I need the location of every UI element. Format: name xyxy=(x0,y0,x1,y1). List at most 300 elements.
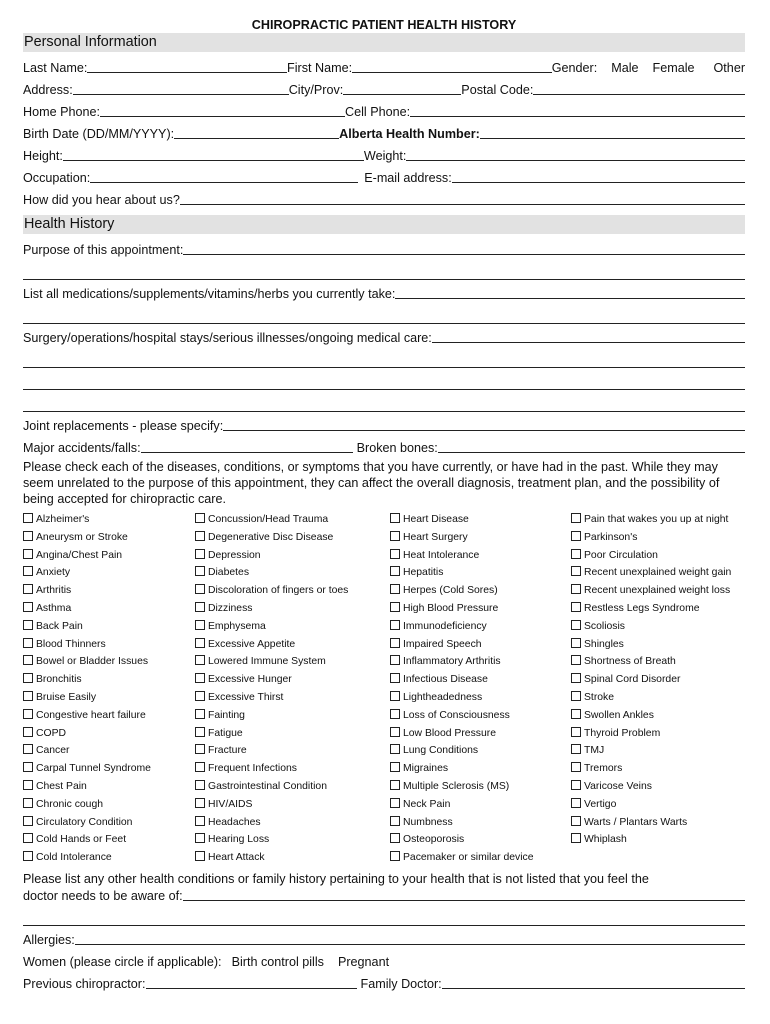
checkbox[interactable] xyxy=(390,744,400,754)
home-phone-label: Home Phone: xyxy=(23,105,101,119)
address-row xyxy=(23,76,745,98)
condition-label: Excessive Hunger xyxy=(208,674,292,686)
condition-checkbox-item[interactable] xyxy=(571,636,745,654)
condition-label: Fatigue xyxy=(208,727,243,739)
checkbox[interactable] xyxy=(23,620,33,630)
health-number-label: Alberta Health Number: xyxy=(339,127,480,141)
condition-label: Degenerative Disc Disease xyxy=(208,531,334,543)
condition-checkbox-item[interactable] xyxy=(390,796,571,814)
checkbox[interactable] xyxy=(571,549,581,559)
condition-checkbox-item[interactable] xyxy=(571,671,745,689)
condition-checkbox-item[interactable] xyxy=(195,742,390,760)
condition-checkbox-item[interactable] xyxy=(390,600,571,618)
condition-label: Angina/Chest Pain xyxy=(36,549,123,561)
condition-checkbox-item[interactable] xyxy=(390,742,571,760)
gender-label: Gender: xyxy=(551,61,598,75)
condition-label: Shingles xyxy=(584,638,624,650)
checkbox[interactable] xyxy=(195,798,205,808)
condition-checkbox-item[interactable] xyxy=(571,742,745,760)
purpose-field[interactable] xyxy=(183,254,745,255)
condition-checkbox-item[interactable] xyxy=(195,849,390,867)
checkbox[interactable] xyxy=(390,566,400,576)
condition-label: Recent unexplained weight loss xyxy=(584,585,731,597)
gender-option-male[interactable]: Male xyxy=(611,61,639,75)
condition-label: Cold Intolerance xyxy=(36,852,112,864)
checkbox[interactable] xyxy=(571,513,581,523)
gender-option-other[interactable]: Other xyxy=(713,61,746,75)
condition-label: Bruise Easily xyxy=(36,691,97,703)
checkbox[interactable] xyxy=(195,833,205,843)
checkbox[interactable] xyxy=(23,655,33,665)
checkbox[interactable] xyxy=(195,638,205,648)
condition-label: Multiple Sclerosis (MS) xyxy=(403,780,510,792)
checkbox[interactable] xyxy=(571,673,581,683)
checkbox[interactable] xyxy=(195,709,205,719)
condition-checkbox-item[interactable] xyxy=(23,814,195,832)
checkbox[interactable] xyxy=(195,566,205,576)
medications-row xyxy=(23,280,745,302)
condition-checkbox-item[interactable] xyxy=(390,760,571,778)
condition-checkbox-item[interactable] xyxy=(195,814,390,832)
condition-label: Migraines xyxy=(403,763,449,775)
height-label: Height: xyxy=(23,149,63,163)
checkbox[interactable] xyxy=(390,780,400,790)
checkbox[interactable] xyxy=(390,513,400,523)
checkbox[interactable] xyxy=(23,727,33,737)
checkbox[interactable] xyxy=(23,833,33,843)
checkbox[interactable] xyxy=(571,762,581,772)
condition-label: Diabetes xyxy=(208,567,250,579)
health-history-heading: Health History xyxy=(23,215,745,234)
email-field[interactable] xyxy=(452,182,745,183)
condition-label: Scoliosis xyxy=(584,620,625,632)
surgery-extra-line[interactable] xyxy=(23,368,745,390)
purpose-row xyxy=(23,236,745,258)
city-field[interactable] xyxy=(343,94,461,95)
condition-checkbox-item[interactable] xyxy=(23,600,195,618)
condition-label: Low Blood Pressure xyxy=(403,727,496,739)
home-phone-field[interactable] xyxy=(100,116,345,117)
checkbox[interactable] xyxy=(23,798,33,808)
checkbox[interactable] xyxy=(195,691,205,701)
condition-label: Heart Attack xyxy=(208,852,265,864)
women-label: Women (please circle if applicable): xyxy=(23,954,222,969)
condition-label: High Blood Pressure xyxy=(403,602,499,614)
checkbox[interactable] xyxy=(195,744,205,754)
occupation-email-row xyxy=(23,164,745,186)
checkbox[interactable] xyxy=(390,709,400,719)
checkbox[interactable] xyxy=(571,744,581,754)
purpose-extra-line[interactable] xyxy=(23,258,745,280)
condition-checkbox-item[interactable] xyxy=(571,511,745,529)
checkbox[interactable] xyxy=(23,780,33,790)
checkbox[interactable] xyxy=(23,584,33,594)
checkbox[interactable] xyxy=(571,709,581,719)
surgery-extra-line[interactable] xyxy=(23,390,745,412)
condition-checkbox-item[interactable] xyxy=(571,547,745,565)
condition-label: Carpal Tunnel Syndrome xyxy=(36,763,151,775)
condition-checkbox-item[interactable] xyxy=(390,725,571,743)
checkbox[interactable] xyxy=(571,798,581,808)
condition-checkbox-item[interactable] xyxy=(571,689,745,707)
checkbox[interactable] xyxy=(23,851,33,861)
condition-checkbox-item[interactable] xyxy=(390,511,571,529)
checkbox[interactable] xyxy=(390,727,400,737)
condition-checkbox-item[interactable] xyxy=(23,582,195,600)
condition-label: Depression xyxy=(208,549,261,561)
occupation-label: Occupation: xyxy=(23,171,91,185)
condition-label: Cancer xyxy=(36,745,70,757)
condition-checkbox-item[interactable] xyxy=(571,564,745,582)
women-row xyxy=(23,948,745,970)
condition-label: Circulatory Condition xyxy=(36,816,133,828)
medications-label: List all medications/supplements/vitamins/herbs you currently take: xyxy=(23,287,396,301)
condition-checkbox-item[interactable] xyxy=(390,707,571,725)
checkbox[interactable] xyxy=(390,602,400,612)
checkbox[interactable] xyxy=(571,602,581,612)
condition-label: Osteoporosis xyxy=(403,834,465,846)
women-option-birth-control[interactable]: Birth control pills xyxy=(231,954,324,969)
personal-info-heading: Personal Information xyxy=(23,33,745,52)
condition-checkbox-item[interactable] xyxy=(195,547,390,565)
condition-label: Restless Legs Syndrome xyxy=(584,602,700,614)
condition-label: Asthma xyxy=(36,602,72,614)
checkbox[interactable] xyxy=(23,762,33,772)
checkbox[interactable] xyxy=(23,549,33,559)
condition-label: Loss of Consciousness xyxy=(403,709,510,721)
allergies-field[interactable] xyxy=(75,944,745,945)
conditions-column-3 xyxy=(390,511,571,867)
condition-label: Warts / Plantars Warts xyxy=(584,816,688,828)
postal-code-label: Postal Code: xyxy=(461,83,534,97)
condition-checkbox-item[interactable] xyxy=(23,529,195,547)
condition-label: Congestive heart failure xyxy=(36,709,146,721)
condition-label: Lung Conditions xyxy=(403,745,479,757)
referral-field[interactable] xyxy=(180,204,745,205)
condition-label: Emphysema xyxy=(208,620,266,632)
condition-checkbox-item[interactable] xyxy=(390,618,571,636)
checkbox[interactable] xyxy=(390,531,400,541)
height-field[interactable] xyxy=(63,160,364,161)
city-label: City/Prov: xyxy=(288,83,344,97)
checkbox[interactable] xyxy=(195,727,205,737)
condition-label: COPD xyxy=(36,727,67,739)
checkbox[interactable] xyxy=(571,691,581,701)
checkbox[interactable] xyxy=(23,744,33,754)
form-page xyxy=(23,0,745,992)
condition-label: Stroke xyxy=(584,691,615,703)
checkbox[interactable] xyxy=(23,531,33,541)
other-conditions-label-line1: Please list any other health conditions or family history pertaining to your health that is not listed that you feel the xyxy=(23,871,649,886)
condition-label: Lowered Immune System xyxy=(208,656,326,668)
surgery-extra-line[interactable] xyxy=(23,346,745,368)
condition-checkbox-item[interactable] xyxy=(195,725,390,743)
other-conditions-text xyxy=(23,871,745,887)
other-conditions-label-line2: doctor needs to be aware of: xyxy=(23,888,183,903)
name-gender-row xyxy=(23,54,745,76)
checkbox[interactable] xyxy=(571,620,581,630)
condition-label: Dizziness xyxy=(208,602,253,614)
checkbox[interactable] xyxy=(390,691,400,701)
condition-checkbox-item[interactable] xyxy=(571,653,745,671)
checkbox[interactable] xyxy=(390,798,400,808)
other-conditions-field[interactable] xyxy=(183,900,745,901)
checkbox[interactable] xyxy=(390,584,400,594)
checkbox[interactable] xyxy=(195,816,205,826)
condition-checkbox-item[interactable] xyxy=(195,653,390,671)
other-conditions-row xyxy=(23,887,745,904)
medications-extra-line[interactable] xyxy=(23,302,745,324)
condition-checkbox-item[interactable] xyxy=(195,600,390,618)
allergies-row xyxy=(23,926,745,948)
checkbox[interactable] xyxy=(195,531,205,541)
condition-label: Heart Surgery xyxy=(403,531,468,543)
checkbox[interactable] xyxy=(23,513,33,523)
conditions-grid xyxy=(23,511,745,867)
checkbox[interactable] xyxy=(23,709,33,719)
allergies-label: Allergies: xyxy=(23,932,75,947)
condition-checkbox-item[interactable] xyxy=(390,564,571,582)
condition-checkbox-item[interactable] xyxy=(390,689,571,707)
cell-phone-field[interactable] xyxy=(410,116,745,117)
condition-checkbox-item[interactable] xyxy=(23,671,195,689)
condition-label: HIV/AIDS xyxy=(208,798,253,810)
condition-label: Blood Thinners xyxy=(36,638,106,650)
condition-label: Shortness of Breath xyxy=(584,656,676,668)
birth-date-label: Birth Date (DD/MM/YYYY): xyxy=(23,127,175,141)
weight-label: Weight: xyxy=(363,149,407,163)
checkbox[interactable] xyxy=(195,780,205,790)
condition-checkbox-item[interactable] xyxy=(23,849,195,867)
checkbox[interactable] xyxy=(23,638,33,648)
condition-checkbox-item[interactable] xyxy=(571,831,745,849)
checkbox[interactable] xyxy=(195,655,205,665)
checkbox[interactable] xyxy=(571,531,581,541)
condition-checkbox-item[interactable] xyxy=(390,671,571,689)
condition-label: Swollen Ankles xyxy=(584,709,654,721)
condition-checkbox-item[interactable] xyxy=(390,529,571,547)
women-option-pregnant[interactable]: Pregnant xyxy=(337,954,390,969)
condition-checkbox-item[interactable] xyxy=(195,671,390,689)
condition-checkbox-item[interactable] xyxy=(390,547,571,565)
condition-label: Bronchitis xyxy=(36,674,82,686)
condition-checkbox-item[interactable] xyxy=(571,796,745,814)
condition-checkbox-item[interactable] xyxy=(23,725,195,743)
condition-checkbox-item[interactable] xyxy=(195,582,390,600)
accidents-field[interactable] xyxy=(141,452,353,453)
condition-label: Hepatitis xyxy=(403,567,444,579)
joints-row xyxy=(23,412,745,434)
condition-checkbox-item[interactable] xyxy=(390,831,571,849)
condition-checkbox-item[interactable] xyxy=(571,707,745,725)
birth-health-row xyxy=(23,120,745,142)
family-doctor-field[interactable] xyxy=(442,988,745,989)
checkbox[interactable] xyxy=(23,816,33,826)
medications-field[interactable] xyxy=(395,298,745,299)
checkbox[interactable] xyxy=(571,816,581,826)
checkbox[interactable] xyxy=(390,851,400,861)
postal-code-field[interactable] xyxy=(533,94,745,95)
condition-checkbox-item[interactable] xyxy=(195,760,390,778)
condition-label: Heat Intolerance xyxy=(403,549,480,561)
condition-label: Herpes (Cold Sores) xyxy=(403,585,498,597)
condition-checkbox-item[interactable] xyxy=(390,653,571,671)
checkbox[interactable] xyxy=(390,673,400,683)
condition-checkbox-item[interactable] xyxy=(195,689,390,707)
condition-label: Lightheadedness xyxy=(403,691,483,703)
family-doctor-label: Family Doctor: xyxy=(360,976,442,991)
condition-checkbox-item[interactable] xyxy=(195,831,390,849)
condition-checkbox-item[interactable] xyxy=(571,529,745,547)
condition-checkbox-item[interactable] xyxy=(195,511,390,529)
email-label: E-mail address: xyxy=(364,171,452,185)
checkbox[interactable] xyxy=(390,549,400,559)
weight-field[interactable] xyxy=(406,160,745,161)
checkbox[interactable] xyxy=(390,655,400,665)
checkbox[interactable] xyxy=(571,833,581,843)
condition-label: Frequent Infections xyxy=(208,763,297,775)
previous-chiropractor-field[interactable] xyxy=(146,988,357,989)
broken-bones-label: Broken bones: xyxy=(356,441,438,455)
condition-checkbox-item[interactable] xyxy=(571,725,745,743)
health-number-field[interactable] xyxy=(480,138,745,139)
condition-checkbox-item[interactable] xyxy=(23,831,195,849)
occupation-field[interactable] xyxy=(90,182,358,183)
checkbox[interactable] xyxy=(195,673,205,683)
condition-checkbox-item[interactable] xyxy=(195,778,390,796)
condition-label: Immunodeficiency xyxy=(403,620,487,632)
birth-date-field[interactable] xyxy=(174,138,339,139)
condition-checkbox-item[interactable] xyxy=(23,689,195,707)
first-name-field[interactable] xyxy=(352,72,552,73)
condition-label: Whiplash xyxy=(584,834,627,846)
checkbox[interactable] xyxy=(390,816,400,826)
last-name-label: Last Name: xyxy=(23,61,88,75)
condition-checkbox-item[interactable] xyxy=(390,849,571,867)
cell-phone-label: Cell Phone: xyxy=(345,105,411,119)
checkbox[interactable] xyxy=(23,602,33,612)
condition-label: Neck Pain xyxy=(403,798,451,810)
checkbox[interactable] xyxy=(195,584,205,594)
checkbox[interactable] xyxy=(390,638,400,648)
condition-checkbox-item[interactable] xyxy=(23,742,195,760)
checkbox[interactable] xyxy=(195,762,205,772)
page-title: CHIROPRACTIC PATIENT HEALTH HISTORY xyxy=(251,18,517,32)
address-field[interactable] xyxy=(73,94,289,95)
surgery-field[interactable] xyxy=(432,342,745,343)
checkbox[interactable] xyxy=(195,549,205,559)
condition-checkbox-item[interactable] xyxy=(571,778,745,796)
condition-label: Anxiety xyxy=(36,567,71,579)
checkbox[interactable] xyxy=(571,780,581,790)
condition-checkbox-item[interactable] xyxy=(23,653,195,671)
checkbox[interactable] xyxy=(571,727,581,737)
condition-checkbox-item[interactable] xyxy=(390,778,571,796)
condition-checkbox-item[interactable] xyxy=(571,582,745,600)
condition-label: Spinal Cord Disorder xyxy=(584,674,681,686)
condition-label: Fainting xyxy=(208,709,245,721)
conditions-column-1 xyxy=(23,511,195,867)
checkbox[interactable] xyxy=(195,620,205,630)
condition-checkbox-item[interactable] xyxy=(23,547,195,565)
condition-checkbox-item[interactable] xyxy=(390,636,571,654)
condition-checkbox-item[interactable] xyxy=(23,636,195,654)
other-conditions-extra-line[interactable] xyxy=(23,904,745,926)
referral-row xyxy=(23,186,745,208)
checkbox[interactable] xyxy=(195,851,205,861)
surgery-label: Surgery/operations/hospital stays/serious illnesses/ongoing medical care: xyxy=(23,331,432,345)
condition-checkbox-item[interactable] xyxy=(195,529,390,547)
checkbox[interactable] xyxy=(571,638,581,648)
checkbox[interactable] xyxy=(390,762,400,772)
condition-checkbox-item[interactable] xyxy=(23,564,195,582)
condition-label: Concussion/Head Trauma xyxy=(208,514,329,525)
condition-checkbox-item[interactable] xyxy=(23,760,195,778)
condition-checkbox-item[interactable] xyxy=(390,582,571,600)
condition-checkbox-item[interactable] xyxy=(571,814,745,832)
checkbox[interactable] xyxy=(390,833,400,843)
condition-checkbox-item[interactable] xyxy=(195,564,390,582)
joints-label: Joint replacements - please specify: xyxy=(23,419,224,433)
checkbox[interactable] xyxy=(571,566,581,576)
joints-field[interactable] xyxy=(223,430,745,431)
surgery-row xyxy=(23,324,745,346)
condition-label: Alzheimer's xyxy=(36,514,90,525)
checkbox[interactable] xyxy=(23,566,33,576)
condition-label: Inflammatory Arthritis xyxy=(403,656,501,668)
condition-label: Discoloration of fingers or toes xyxy=(208,585,349,597)
condition-label: Cold Hands or Feet xyxy=(36,834,127,846)
condition-label: Recent unexplained weight gain xyxy=(584,567,732,579)
condition-checkbox-item[interactable] xyxy=(195,618,390,636)
condition-checkbox-item[interactable] xyxy=(571,618,745,636)
condition-checkbox-item[interactable] xyxy=(571,760,745,778)
last-name-field[interactable] xyxy=(87,72,287,73)
condition-label: Pain that wakes you up at night xyxy=(584,514,729,525)
condition-label: Arthritis xyxy=(36,585,72,597)
condition-checkbox-item[interactable] xyxy=(23,511,195,529)
checkbox[interactable] xyxy=(23,673,33,683)
condition-label: Numbness xyxy=(403,816,453,828)
referral-label: How did you hear about us? xyxy=(23,193,180,207)
condition-checkbox-item[interactable] xyxy=(23,707,195,725)
condition-checkbox-item[interactable] xyxy=(195,796,390,814)
condition-checkbox-item[interactable] xyxy=(195,636,390,654)
condition-checkbox-item[interactable] xyxy=(571,600,745,618)
checkbox[interactable] xyxy=(571,655,581,665)
condition-checkbox-item[interactable] xyxy=(23,618,195,636)
condition-label: Pacemaker or similar device xyxy=(403,852,534,864)
gender-option-female[interactable]: Female xyxy=(652,61,695,75)
condition-label: Excessive Thirst xyxy=(208,691,284,703)
condition-checkbox-item[interactable] xyxy=(390,814,571,832)
broken-bones-field[interactable] xyxy=(438,452,745,453)
condition-label: Parkinson's xyxy=(584,531,638,543)
checkbox[interactable] xyxy=(195,602,205,612)
conditions-column-4 xyxy=(571,511,745,867)
condition-checkbox-item[interactable] xyxy=(23,778,195,796)
checkbox[interactable] xyxy=(195,513,205,523)
checkbox[interactable] xyxy=(390,620,400,630)
checkbox[interactable] xyxy=(23,691,33,701)
condition-checkbox-item[interactable] xyxy=(23,796,195,814)
accidents-label: Major accidents/falls: xyxy=(23,441,141,455)
condition-label: Heart Disease xyxy=(403,514,469,525)
checkbox[interactable] xyxy=(571,584,581,594)
condition-checkbox-item[interactable] xyxy=(195,707,390,725)
condition-label: Thyroid Problem xyxy=(584,727,661,739)
condition-label: Chest Pain xyxy=(36,780,87,792)
